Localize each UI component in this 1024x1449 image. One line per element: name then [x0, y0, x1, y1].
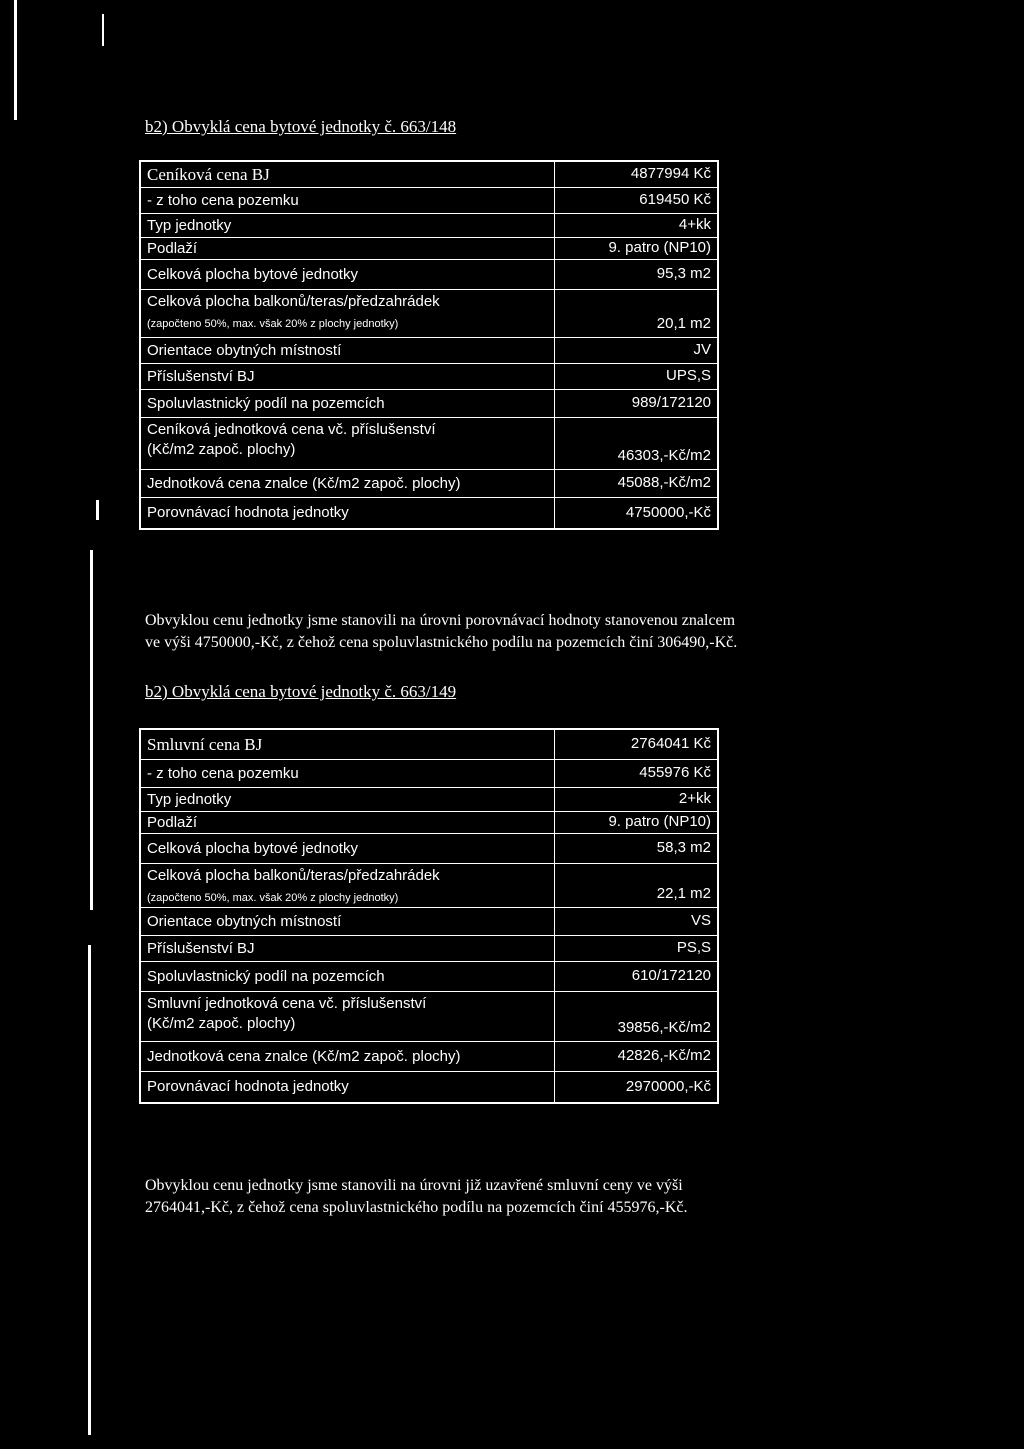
scan-edge-line: [102, 14, 104, 46]
paragraph-line: ve výši 4750000,-Kč, z čehož cena spoluvlastnického podílu na pozemcích činí 306490,-Kč.: [145, 634, 738, 651]
row-value: 455976 Kč: [639, 764, 711, 781]
column-divider: [554, 498, 555, 528]
row-label-text: - z toho cena pozemku: [147, 192, 299, 209]
row-label-note: (Kč/m2 započ. plochy): [147, 441, 296, 458]
table-row: [141, 992, 717, 1042]
row-label-text: Jednotková cena znalce (Kč/m2 započ. plochy): [147, 475, 461, 492]
paragraph-line: 2764041,-Kč, z čehož cena spoluvlastnického podílu na pozemcích činí 455976,-Kč.: [145, 1199, 688, 1216]
row-value: 610/172120: [631, 967, 711, 984]
row-label: [147, 422, 547, 458]
table-row: [141, 962, 717, 992]
row-label-text: Příslušenství BJ: [147, 940, 255, 957]
paragraph-line: Obvyklou cenu jednotky jsme stanovili na úrovni porovnávací hodnoty stanovenou znalcem: [145, 612, 736, 629]
row-label: [147, 396, 547, 412]
row-label: [147, 1079, 547, 1095]
row-label-text: Podlaží: [147, 814, 198, 831]
table-row: [141, 908, 717, 936]
row-value: 58,3 m2: [656, 839, 711, 856]
row-label-text: Celková plocha bytové jednotky: [147, 266, 358, 283]
column-divider: [554, 730, 555, 759]
column-divider: [554, 238, 555, 259]
row-label: [147, 218, 547, 234]
row-label-text: Příslušenství BJ: [147, 368, 255, 385]
table-row: [141, 1042, 717, 1072]
column-divider: [554, 992, 555, 1041]
row-value: 39856,-Kč/m2: [617, 1019, 711, 1036]
row-label: [147, 476, 547, 492]
row-value: 46303,-Kč/m2: [617, 447, 711, 464]
row-label: [147, 369, 547, 385]
column-divider: [554, 1072, 555, 1102]
scan-edge-line: [96, 500, 99, 520]
column-divider: [554, 788, 555, 811]
row-value: 4+kk: [678, 216, 711, 233]
row-label-text: Spoluvlastnický podíl na pozemcích: [147, 968, 385, 985]
row-label: [147, 914, 547, 930]
row-label: [147, 792, 547, 808]
row-label-text: Orientace obytných místností: [147, 342, 342, 359]
row-label: [147, 969, 547, 985]
row-label-text: Celková plocha balkonů/teras/předzahrádek: [147, 293, 440, 310]
section-heading: b2) Obvyklá cena bytové jednotky č. 663/148: [145, 117, 457, 136]
column-divider: [554, 908, 555, 935]
unit-price-table: [139, 728, 719, 1104]
row-value: JV: [693, 341, 711, 358]
row-label-text: Jednotková cena znalce (Kč/m2 započ. plochy): [147, 1048, 461, 1065]
column-divider: [554, 864, 555, 907]
column-divider: [554, 812, 555, 833]
row-label: [147, 167, 547, 183]
row-label-text: Spoluvlastnický podíl na pozemcích: [147, 395, 385, 412]
row-label: [147, 267, 547, 283]
row-label-text: Typ jednotky: [147, 217, 232, 234]
column-divider: [554, 1042, 555, 1071]
row-label: [147, 193, 547, 209]
row-value: 619450 Kč: [639, 191, 711, 208]
scan-edge-line: [88, 945, 91, 1435]
table-row: [141, 730, 717, 760]
row-label: [147, 343, 547, 359]
column-divider: [554, 364, 555, 389]
conclusion-paragraph: [145, 1175, 965, 1219]
row-value: VS: [690, 912, 711, 929]
table-row: [141, 788, 717, 812]
row-label: [147, 868, 547, 906]
row-label-note: (započteno 50%, max. však 20% z plochy jednotky): [147, 892, 399, 904]
row-label-note: (započteno 50%, max. však 20% z plochy jednotky): [147, 318, 399, 330]
row-value: 22,1 m2: [656, 885, 711, 902]
row-label-text: Ceníková cena BJ: [147, 165, 270, 184]
row-label: [147, 766, 547, 782]
column-divider: [554, 260, 555, 289]
row-value: 9. patro (NP10): [608, 239, 711, 256]
row-value: 2764041 Kč: [630, 735, 711, 752]
row-value: UPS,S: [665, 367, 711, 384]
row-label-text: Smluvní jednotková cena vč. příslušenství: [147, 995, 427, 1012]
row-label-text: Porovnávací hodnota jednotky: [147, 1078, 349, 1095]
row-label-text: Podlaží: [147, 240, 198, 257]
column-divider: [554, 418, 555, 469]
scan-edge-line: [90, 550, 93, 910]
row-value: 95,3 m2: [656, 265, 711, 282]
table-row: [141, 1072, 717, 1102]
table-row: [141, 936, 717, 962]
row-value: 4750000,-Kč: [625, 504, 711, 521]
column-divider: [554, 936, 555, 961]
table-row: [141, 834, 717, 864]
table-row: [141, 162, 717, 188]
column-divider: [554, 962, 555, 991]
scan-edge-line: [14, 0, 17, 120]
row-label-text: Celková plocha balkonů/teras/předzahrádek: [147, 867, 440, 884]
paragraph-line: Obvyklou cenu jednotky jsme stanovili na úrovni již uzavřené smluvní ceny ve výši: [145, 1177, 683, 1194]
table-row: [141, 418, 717, 470]
column-divider: [554, 470, 555, 497]
row-value: 45088,-Kč/m2: [617, 474, 711, 491]
table-row: [141, 214, 717, 238]
row-value: 2+kk: [678, 790, 711, 807]
table-row: [141, 238, 717, 260]
column-divider: [554, 390, 555, 417]
conclusion-paragraph: [145, 610, 965, 654]
row-label: [147, 996, 547, 1032]
table-row: [141, 498, 717, 528]
column-divider: [554, 338, 555, 363]
column-divider: [554, 214, 555, 237]
row-label-text: Ceníková jednotková cena vč. příslušenství: [147, 421, 436, 438]
row-value: 989/172120: [631, 394, 711, 411]
row-value: PS,S: [676, 939, 711, 956]
section-heading: b2) Obvyklá cena bytové jednotky č. 663/149: [145, 682, 457, 701]
column-divider: [554, 162, 555, 187]
row-label: [147, 1049, 547, 1065]
row-label: [147, 941, 547, 957]
column-divider: [554, 760, 555, 787]
table-row: [141, 812, 717, 834]
table-row: [141, 364, 717, 390]
row-label-text: Orientace obytných místností: [147, 913, 342, 930]
column-divider: [554, 290, 555, 337]
row-value: 42826,-Kč/m2: [617, 1047, 711, 1064]
row-value: 20,1 m2: [656, 315, 711, 332]
row-label-text: - z toho cena pozemku: [147, 765, 299, 782]
table-row: [141, 470, 717, 498]
table-row: [141, 864, 717, 908]
row-value: 4877994 Kč: [630, 165, 711, 182]
table-row: [141, 760, 717, 788]
unit-price-table: [139, 160, 719, 530]
row-label: [147, 841, 547, 857]
row-label-text: Typ jednotky: [147, 791, 232, 808]
row-label: [147, 737, 547, 753]
row-label: [147, 815, 547, 831]
column-divider: [554, 188, 555, 213]
table-row: [141, 338, 717, 364]
table-row: [141, 260, 717, 290]
table-row: [141, 290, 717, 338]
table-row: [141, 188, 717, 214]
table-row: [141, 390, 717, 418]
row-value: 9. patro (NP10): [608, 813, 711, 830]
row-value: 2970000,-Kč: [625, 1078, 711, 1095]
row-label-text: Celková plocha bytové jednotky: [147, 840, 358, 857]
column-divider: [554, 834, 555, 863]
row-label: [147, 294, 547, 332]
row-label: [147, 241, 547, 257]
row-label-text: Porovnávací hodnota jednotky: [147, 504, 349, 521]
row-label-text: Smluvní cena BJ: [147, 735, 263, 754]
row-label-note: (Kč/m2 započ. plochy): [147, 1015, 296, 1032]
row-label: [147, 505, 547, 521]
